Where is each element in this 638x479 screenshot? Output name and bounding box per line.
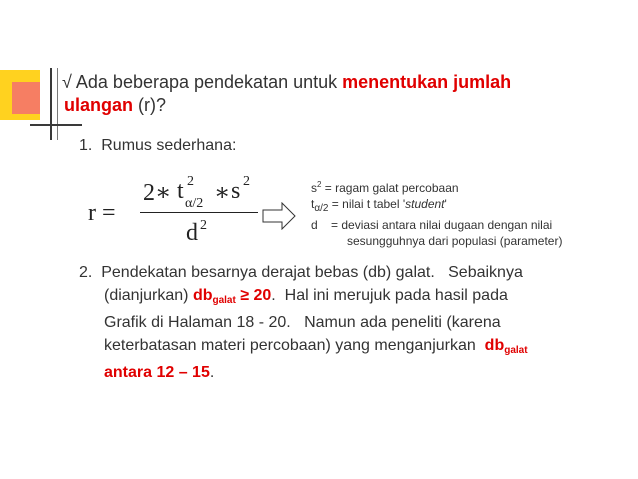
- bullet-line-2: [64, 95, 166, 116]
- bullet-highlight-2: ulangan: [64, 95, 134, 115]
- decor-horizontal-line: [30, 124, 82, 126]
- formula-t-sup: 2: [187, 174, 194, 189]
- arrow-right-icon: [262, 202, 296, 230]
- legend-row-t: $t_{\alpha/2}$ = nilai t tabel 'student': [311, 197, 447, 214]
- bullet-text: Ada beberapa pendekatan untuk: [75, 72, 343, 92]
- formula-d-sup: 2: [200, 218, 207, 233]
- fraction-bar: [140, 212, 258, 213]
- bullet-highlight: menentukan jumlah: [342, 72, 512, 92]
- formula-times: ∗: [214, 180, 231, 206]
- legend-row-s: $s^2$ = ragam galat percobaan: [311, 180, 459, 195]
- item-2-line-2: (dianjurkan) $db_{galat} \ge 20$. Hal ini merujuk pada hasil pada: [104, 286, 508, 306]
- legend-row-d: d = deviasi antara nilai dugaan dengan nilai: [311, 218, 553, 232]
- decor-red-square: [12, 82, 40, 114]
- formula-t-sub: α/2: [185, 196, 204, 211]
- check-icon: √: [62, 72, 72, 92]
- legend: [311, 177, 562, 249]
- item-1: [79, 137, 236, 155]
- formula-t: t: [177, 178, 184, 204]
- item-2-line-4: keterbatasan materi percobaan) yang menganjurkan $db_{galat}$: [104, 336, 528, 356]
- item-2-line-5: antara 12 – 15.: [104, 364, 215, 381]
- item-2-line-3: Grafik di Halaman 18 - 20. Namun ada peneliti (karena: [104, 314, 501, 331]
- item-2: [79, 262, 619, 385]
- item-1-label: Rumus sederhana:: [101, 137, 237, 154]
- formula-lhs: r =: [88, 200, 116, 226]
- item-2-number: 2.: [79, 264, 93, 281]
- bullet-text-after: (r)?: [133, 95, 167, 115]
- bullet-line-1: [62, 72, 511, 93]
- item-2-line-1: 2. Pendekatan besarnya derajat bebas (db) galat. Sebaiknya: [79, 264, 523, 281]
- legend-row-d-cont: sesungguhnya dari populasi (parameter): [347, 234, 563, 248]
- formula: [88, 160, 268, 260]
- formula-coef: 2∗: [143, 180, 172, 206]
- item-1-number: 1.: [79, 137, 93, 154]
- formula-d: d: [186, 220, 198, 246]
- formula-s: s: [231, 178, 241, 204]
- formula-s-sup: 2: [243, 174, 250, 189]
- decor-vertical-line-2: [57, 68, 58, 140]
- decor-vertical-line: [50, 68, 52, 140]
